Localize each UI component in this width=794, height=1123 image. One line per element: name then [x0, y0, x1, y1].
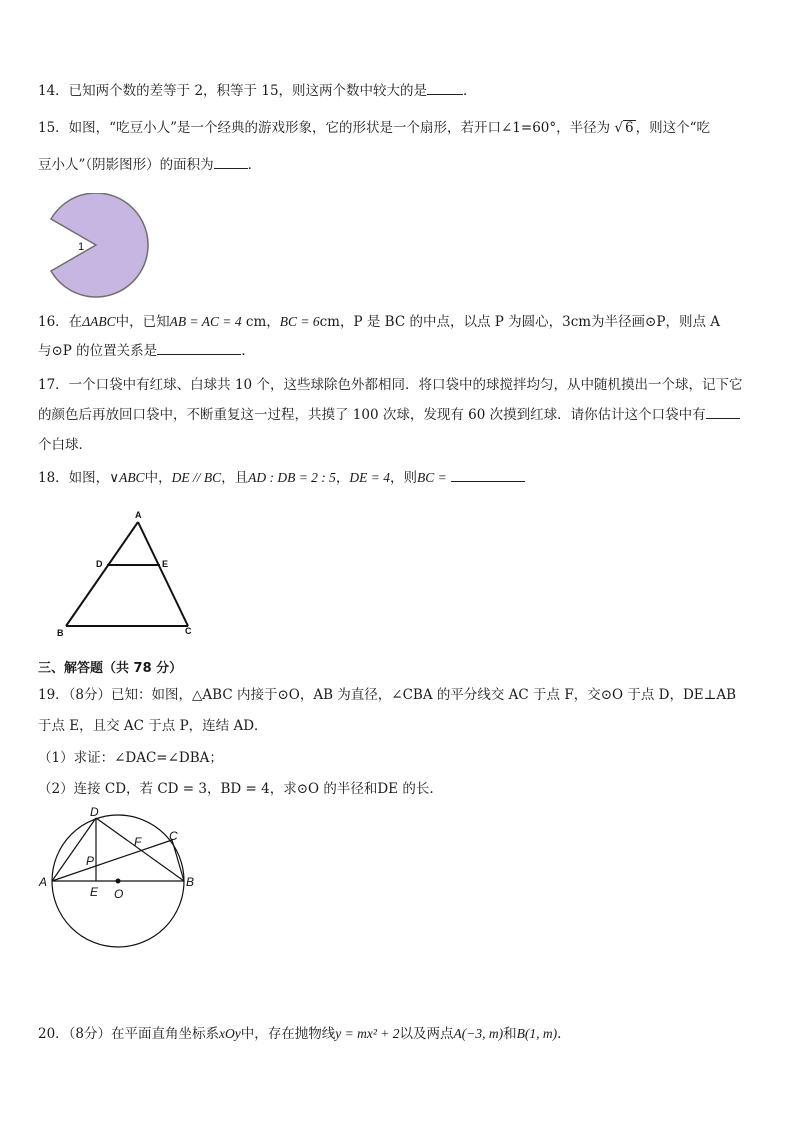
- label-a: A: [135, 510, 142, 520]
- segment-db: [96, 818, 184, 881]
- answer-blank: [427, 82, 463, 95]
- answer-blank: [214, 156, 248, 169]
- angle-label: 1: [78, 241, 85, 253]
- question-18: 18．如图，∨ABC中，DE // BC，且AD : DB = 2 : 5，DE = 4，则BC =: [38, 469, 525, 487]
- segment-cb: [172, 840, 184, 881]
- label-b: B: [186, 875, 195, 889]
- question-20: 20．（8分）在平面直角坐标系xOy中，存在抛物线y = mx² + 2以及两点A(−3, m)和B(1, m).: [38, 1026, 562, 1042]
- question-15-text: 15．如图，“吃豆小人”是一个经典的游戏形象，它的形状是一个扇形，若开口∠1=60°，半径为: [38, 120, 611, 136]
- question-15-line2: 豆小人”（阴影图形）的面积为 ．: [38, 157, 262, 173]
- label-d: D: [90, 805, 99, 819]
- segment-ad: [52, 818, 96, 881]
- label-d: D: [96, 559, 103, 569]
- section-title: 三、解答题（共 78 分）: [38, 661, 183, 676]
- question-19-line2: 于点 E，且交 AC 于点 P，连结 AD．: [38, 718, 268, 734]
- question-16: 16．在ΔABC中，已知AB = AC = 4 cm，BC = 6cm，P 是 BC 的中点，以点 P 为圆心，3cm为半径画⊙P，则点 A: [38, 314, 720, 330]
- label-c: C: [185, 626, 192, 636]
- question-19: 19．（8分）已知：如图，△ABC 内接于⊙O，AB 为直径，∠CBA 的平分线交 AC 于点 F，交⊙O 于点 D，DE⊥AB: [38, 687, 737, 703]
- question-17-line3: 个白球．: [38, 437, 92, 453]
- center-point: [116, 879, 121, 884]
- question-17-line2: 的颜色后再放回口袋中，不断重复这一过程，共摸了 100 次球，发现有 60 次摸到红球．请你估计这个口袋中有: [38, 406, 740, 424]
- segment-ac: [52, 840, 172, 881]
- sqrt-radicand: 6: [625, 120, 634, 136]
- label-a: A: [39, 875, 48, 889]
- sqrt-symbol: √: [614, 120, 624, 136]
- circle-figure: [36, 804, 206, 954]
- label-p: P: [86, 854, 95, 868]
- question-17: 17．一个口袋中有红球、白球共 10 个，这些球除色外都相同．将口袋中的球搅拌均匀，从中随机摸出一个球，记下它: [38, 377, 743, 393]
- question-14-text: 14．已知两个数的差等于 2，积等于 15，则这两个数中较大的是: [38, 83, 428, 99]
- label-f: F: [134, 835, 142, 849]
- side-ab: [66, 522, 138, 626]
- answer-blank: [451, 469, 525, 482]
- label-e: E: [90, 885, 99, 899]
- label-c: C: [169, 829, 178, 843]
- question-16-line2: 与⊙P 的位置关系是 .: [38, 343, 246, 359]
- label-b: B: [57, 628, 64, 638]
- label-e: E: [162, 559, 169, 569]
- side-ac: [138, 522, 188, 626]
- pacman-sector: [51, 193, 148, 297]
- answer-blank: [157, 342, 241, 355]
- pacman-figure: [46, 193, 150, 299]
- question-19-sub2: （2）连接 CD，若 CD = 3，BD = 4，求⊙O 的半径和DE 的长.: [38, 781, 434, 797]
- answer-blank: [706, 406, 740, 419]
- question-19-sub1: （1）求证：∠DAC=∠DBA；: [38, 750, 223, 766]
- label-o: O: [114, 887, 124, 901]
- triangle-figure: [52, 508, 202, 640]
- question-14: 14．已知两个数的差等于 2，积等于 15，则这两个数中较大的是 ．: [38, 83, 477, 99]
- question-15: 15．如图，“吃豆小人”是一个经典的游戏形象，它的形状是一个扇形，若开口∠1=60°，半径为 √ 6 ，则这个“吃: [38, 120, 711, 136]
